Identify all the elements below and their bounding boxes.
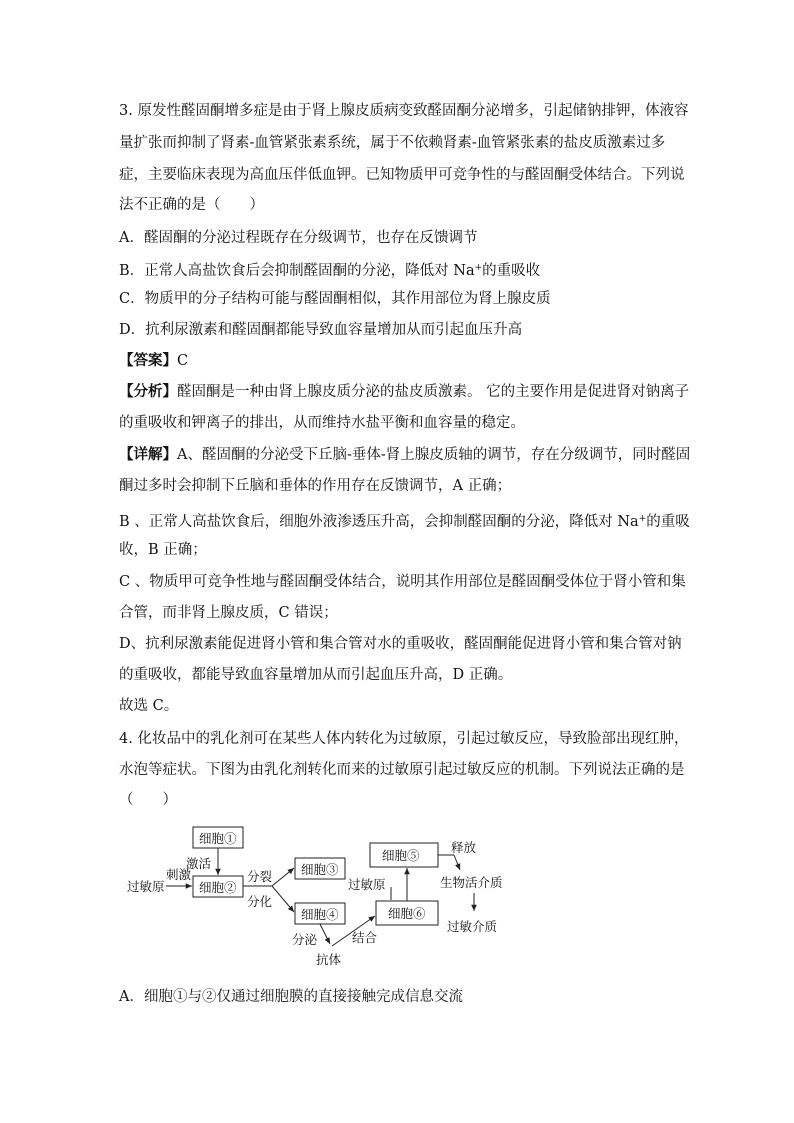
q3-detail-line-8: 的重吸收，都能导致血容量增加从而引起血压升高，D 正确。 bbox=[119, 667, 513, 683]
q3-option-b: B．正常人高盐饮食后会抑制醛固酮的分泌，降低对 Na+的重吸收 bbox=[119, 263, 541, 279]
q3-detail-line-7: D、抗利尿激素能促进肾小管和集合管对水的重吸收，醛固酮能促进肾小管和集合管对钠 bbox=[119, 636, 682, 652]
label-activate: 激活 bbox=[186, 856, 212, 871]
cell-5-label: 细胞⑤ bbox=[382, 848, 420, 863]
label-antibody: 抗体 bbox=[316, 952, 342, 967]
q3-answer bbox=[119, 351, 188, 371]
q3-conclusion: 故选 C。 bbox=[119, 698, 179, 714]
label-divide: 分裂 bbox=[247, 869, 273, 884]
q3-stem-line-1: 3. 原发性醛固酮增多症是由于肾上腺皮质病变致醛固酮分泌增多，引起储钠排钾，体液容 bbox=[119, 103, 689, 119]
q3-detail-line-2: 酮过多时会抑制下丘脑和垂体的作用存在反馈调节，A 正确； bbox=[119, 478, 512, 494]
label-differentiate: 分化 bbox=[247, 894, 273, 909]
cell-4-label: 细胞④ bbox=[301, 907, 339, 922]
q3-analysis-line-1: 【分析】醛固酮是一种由肾上腺皮质分泌的盐皮质激素。 它的主要作用是促进肾对钠离子 bbox=[119, 383, 690, 400]
q3-detail-line-5: C 、物质甲可竞争性地与醛固酮受体结合，说明其作用部位是醛固酮受体位于肾小管和集 bbox=[119, 574, 686, 590]
q3-option-d: D．抗利尿激素和醛固酮都能导致血容量增加从而引起血压升高 bbox=[119, 322, 523, 338]
label-mediator: 过敏介质 bbox=[447, 919, 498, 934]
q3-option-c: C．物质甲的分子结构可能与醛固酮相似，其作用部位为肾上腺皮质 bbox=[119, 291, 551, 307]
arrow-to-cell3 bbox=[272, 868, 294, 886]
label-bind: 结合 bbox=[352, 930, 378, 945]
label-stimulate: 刺激 bbox=[166, 867, 192, 882]
q3-option-a: A．醛固酮的分泌过程既存在分级调节，也存在反馈调节 bbox=[119, 230, 478, 246]
cell-6-label: 细胞⑥ bbox=[388, 906, 426, 921]
q4-stem-line-3: （ ） bbox=[119, 792, 177, 808]
label-bioactive: 生物活介质 bbox=[440, 875, 503, 890]
q3-detail-line-4: 收，B 正确； bbox=[119, 542, 207, 558]
allergy-mechanism-diagram bbox=[120, 820, 520, 972]
q3-stem-line-4: 法不正确的是（ ） bbox=[119, 197, 264, 213]
arrow-release bbox=[454, 855, 460, 870]
q3-analysis-line-2: 的重吸收和钾离子的排出，从而维持水盐平衡和血容量的稳定。 bbox=[119, 415, 525, 431]
detail-label: 【详解】 bbox=[119, 446, 177, 463]
label-secrete: 分泌 bbox=[292, 932, 318, 947]
q4-stem-line-2: 水泡等症状。下图为由乳化剂转化而来的过敏原引起过敏反应的机制。下列说法正确的是 bbox=[119, 762, 685, 778]
q3-stem-line-3: 症，主要临床表现为高血压伴低血钾。已知物质甲可竞争性的与醛固酮受体结合。下列说 bbox=[119, 167, 685, 183]
cell-1-label: 细胞① bbox=[199, 831, 237, 846]
q3-detail-line-1: 【详解】A、醛固酮的分泌受下丘脑-垂体-肾上腺皮质轴的调节，存在分级调节，同时醛固 bbox=[119, 446, 691, 463]
q3-detail-line-6: 合管，而非肾上腺皮质，C 错误； bbox=[119, 605, 338, 621]
arrow-cell4-to-antibody bbox=[320, 924, 330, 944]
label-allergen-left: 过敏原 bbox=[127, 879, 165, 894]
q4-stem-line-1: 4. 化妆品中的乳化剂可在某些人体内转化为过敏原，引起过敏反应，导致脸部出现红肿， bbox=[119, 731, 689, 747]
answer-value: C bbox=[177, 353, 189, 369]
arrow-to-cell4 bbox=[272, 886, 294, 912]
cell-3-label: 细胞③ bbox=[301, 862, 339, 877]
q3-stem-line-2: 量扩张而抑制了肾素-血管紧张素系统，属于不依赖肾素-血管紧张素的盐皮质激素过多 bbox=[119, 135, 666, 151]
q4-option-a: A．细胞①与②仅通过细胞膜的直接接触完成信息交流 bbox=[119, 989, 463, 1005]
cell-2-label: 细胞② bbox=[199, 880, 237, 895]
label-allergen-mid: 过敏原 bbox=[348, 877, 386, 892]
answer-label: 【答案】 bbox=[119, 352, 177, 369]
analysis-label: 【分析】 bbox=[119, 383, 177, 400]
q3-detail-line-3: B 、正常人高盐饮食后，细胞外液渗透压升高，会抑制醛固酮的分泌，降低对 Na+的重吸 bbox=[119, 514, 690, 530]
label-release: 释放 bbox=[451, 840, 477, 855]
